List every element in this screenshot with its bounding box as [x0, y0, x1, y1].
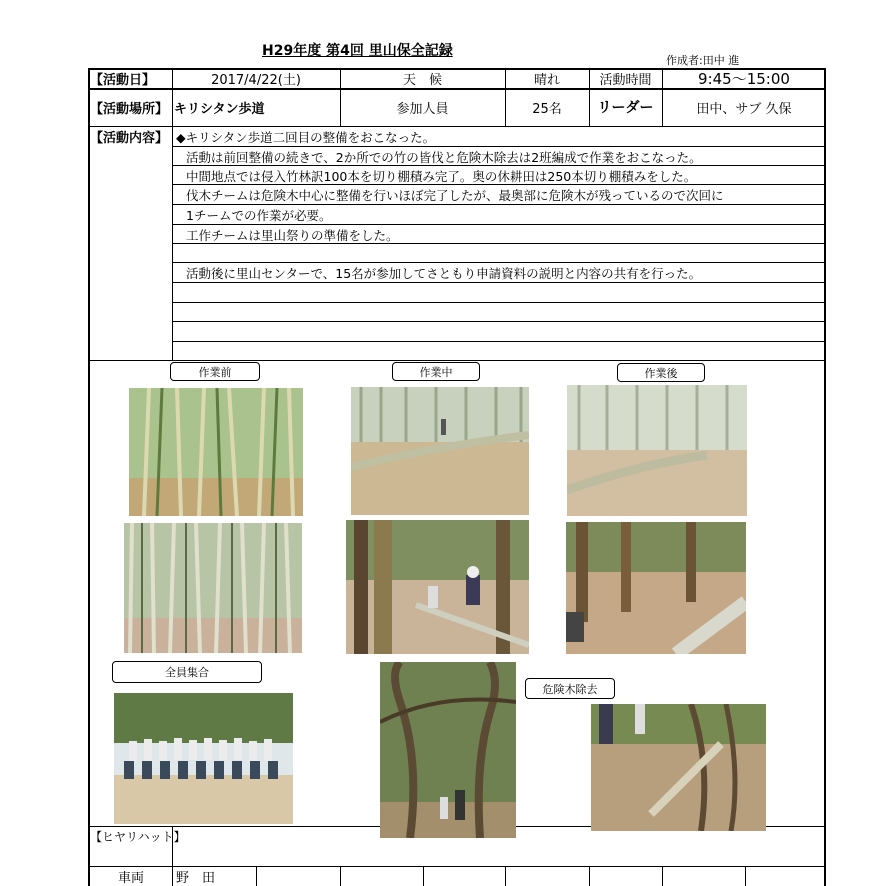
- content-line: 1チームでの作業が必要。: [186, 208, 332, 223]
- activity-time-value: 9:45〜15:00: [698, 69, 790, 88]
- author-label: 作成者:田中 進: [666, 54, 740, 67]
- vehicle-value: 野 田: [176, 870, 216, 886]
- vehicle-label: 車両: [117, 870, 144, 886]
- activity-place-value: キリシタン歩道: [174, 101, 265, 117]
- leader-label: リーダー: [597, 100, 654, 116]
- weather-value: 晴れ: [533, 72, 560, 88]
- activity-place-label: 【活動場所】: [90, 101, 169, 117]
- content-line: 工作チームは里山祭りの準備をした。: [186, 228, 399, 243]
- weather-label: 天 候: [402, 72, 442, 88]
- photo-during-1: [351, 387, 529, 515]
- content-line: ◆キリシタン歩道二回目の整備をおこなった。: [176, 130, 436, 145]
- leader-value: 田中、サブ 久保: [696, 101, 792, 117]
- label-hazard-tree: 危険木除去: [525, 678, 615, 699]
- activity-date-value: 2017/4/22(土): [211, 72, 301, 88]
- photo-after-1: [567, 385, 747, 516]
- photo-group: [114, 693, 293, 824]
- content-line: 活動は前回整備の続きで、2か所での竹の皆伐と危険木除去は2班編成で作業をおこなった。: [186, 150, 702, 165]
- page-title: H29年度 第4回 里山保全記録: [262, 43, 453, 59]
- content-line: 中間地点では侵入竹林訳100本を切り棚積み完了。奥の休耕田は250本切り棚積みをした。: [186, 169, 697, 184]
- activity-content-label: 【活動内容】: [90, 131, 169, 146]
- label-after-work: 作業後: [617, 363, 705, 382]
- label-during-work: 作業中: [392, 362, 480, 381]
- photo-forest-team: [380, 662, 516, 838]
- photo-hazard-tree: [591, 704, 766, 831]
- near-miss-label: 【ヒヤリハット】: [90, 829, 186, 844]
- content-line: 活動後に里山センターで、15名が参加してさともり申請資料の説明と内容の共有を行った。: [186, 266, 702, 281]
- label-before-work: 作業前: [170, 362, 260, 381]
- label-group-photo: 全員集合: [112, 661, 262, 683]
- activity-time-label: 活動時間: [599, 72, 652, 88]
- photo-during-2: [346, 520, 529, 654]
- photo-before-1: [129, 388, 303, 516]
- participants-label: 参加人員: [396, 101, 449, 117]
- activity-date-label: 【活動日】: [90, 72, 156, 88]
- photo-before-2: [124, 523, 302, 653]
- participants-value: 25名: [532, 101, 562, 117]
- content-line: 伐木チームは危険木中心に整備を行いほぼ完了したが、最奥部に危険木が残っているので次回に: [186, 188, 724, 203]
- photo-after-2: [566, 522, 746, 654]
